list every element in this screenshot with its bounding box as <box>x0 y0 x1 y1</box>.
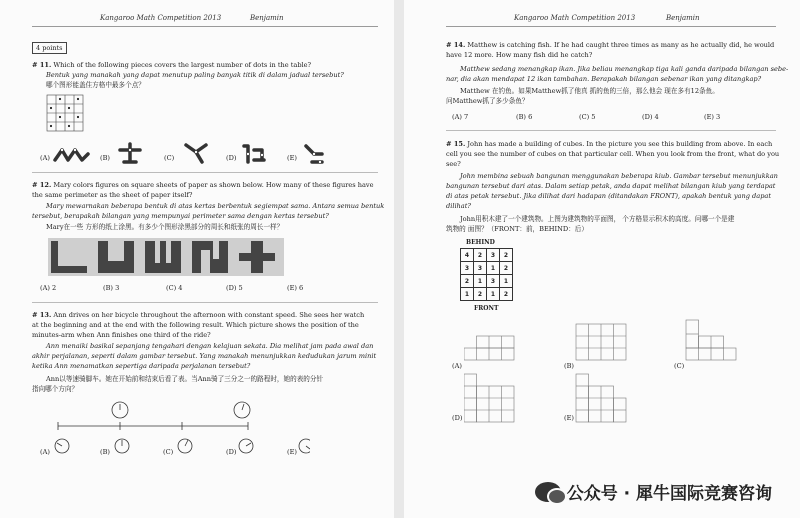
q11-chinese: 哪个图形能盖住方格中最多个点？ <box>46 81 145 89</box>
q15-malay-4: dilihat? <box>446 202 471 210</box>
q13-chinese-1: Ann以等速骑脚车。她在开始前和结束后看了表。当Ann骑了三分之一的路程时，她的表的分针 <box>46 375 324 383</box>
wechat-watermark <box>535 479 772 504</box>
left-header-author: Benjamin <box>250 14 284 22</box>
q15-chinese-2: 筑物的 面图？（FRONT：前，BEHIND：后） <box>446 225 588 233</box>
view-b <box>576 324 626 360</box>
q13-malay-1: Ann menaiki basikal sepanjang tengahari dengan kelajuan sekata. Dia melihat jam pada awal dan <box>46 342 374 350</box>
figure-4 <box>192 241 228 273</box>
q12-option-c: (C) 4 <box>166 284 183 292</box>
piece-b-shape <box>120 144 140 162</box>
q15-english-2: cell you see the number of cubes on that particular cell. When you look from the front, what do you <box>446 150 780 158</box>
q12-english-1: # 12. Mary colors figures on square sheets of paper as shown below. How many of these figures have <box>32 181 374 189</box>
q11-piece-shapes <box>52 140 352 166</box>
q11-option-e: (E) <box>287 154 297 162</box>
q14-english-1: # 14. Matthew is catching fish. If he had caught three times as many as he actually did, he would <box>446 41 775 49</box>
q12-malay-1: Mary mewarnakan beberapa bentuk di atas kertas berbentuk segiempat sama. Antara semua bentuk <box>46 202 385 210</box>
q13-option-b: (B) <box>100 448 110 456</box>
q11-number: # 11. <box>32 61 52 69</box>
q12-chinese: Mary在一些 方形的纸上涂黑。有多少个图形涂黑部分的周长和纸张的周长一样？ <box>46 223 284 231</box>
left-header-title: Kangaroo Math Competition 2013 <box>100 14 222 22</box>
grid-cell: 2 <box>500 249 513 262</box>
q15-option-c: (C) <box>674 362 685 370</box>
left-page <box>0 0 394 518</box>
piece-a-shape <box>55 150 88 160</box>
q13-number: # 13. <box>32 311 52 319</box>
view-d <box>464 374 514 422</box>
q14-chinese-2: 问Matthew抓了多少条鱼？ <box>446 97 529 105</box>
q13-option-d: (D) <box>226 448 237 456</box>
q13-english-2: at the beginning and at the end with the following result. Which picture shows the position of the <box>32 321 359 329</box>
q11-malay: Bentuk yang manakah yang dapat menutup paling banyak titik di dalam jadual tersebut? <box>46 71 344 79</box>
q14-english-2: have 12 more. How many fish did he catch? <box>446 51 593 59</box>
q15-front-views <box>464 316 764 428</box>
grid-cell: 2 <box>500 262 513 275</box>
grid-cell: 3 <box>474 262 487 275</box>
grid-cell: 2 <box>474 288 487 301</box>
clock-e <box>299 439 310 453</box>
q13-english-3: minutes-arm when Ann finishes one third of the ride? <box>32 331 211 339</box>
grid-row <box>461 262 513 275</box>
q12-malay-2: tersebut, berapakah bilangan yang mempunyai perimeter sama dengan kertas tersebut? <box>32 212 329 220</box>
q15-option-b: (B) <box>564 362 574 370</box>
q14-option-d: (D) 4 <box>642 113 659 121</box>
q13-chinese-2: 指向哪个方向？ <box>32 385 79 393</box>
q12-option-d: (D) 5 <box>226 284 243 292</box>
q14-option-b: (B) 6 <box>516 113 533 121</box>
grid-row <box>461 249 513 262</box>
grid-cell: 1 <box>487 288 500 301</box>
q13-english-1: # 13. Ann drives on her bicycle throughout the afternoon with constant speed. She sees her watch <box>32 311 365 319</box>
q12-number: # 12. <box>32 181 52 189</box>
grid-cell: 3 <box>461 262 474 275</box>
points-badge: 4 points <box>32 42 67 54</box>
right-header-title: Kangaroo Math Competition 2013 <box>514 14 636 22</box>
grid-cell: 4 <box>461 249 474 262</box>
wechat-icon <box>535 482 561 502</box>
grid-cell: 1 <box>474 275 487 288</box>
grid-cell: 2 <box>461 275 474 288</box>
view-a <box>464 336 514 360</box>
q14-option-a: (A) 7 <box>452 113 469 121</box>
q14-malay-2: nar, dia akan mendapat 12 ikan tambahan. Berapakah bilangan sebenar ikan yang ditangkap? <box>446 75 762 83</box>
q13-option-e: (E) <box>287 448 297 456</box>
q14-option-c: (C) 5 <box>579 113 596 121</box>
q15-number: # 15. <box>446 140 466 148</box>
q11-option-a: (A) <box>40 154 50 162</box>
grid-row <box>461 275 513 288</box>
q15-option-e: (E) <box>564 414 574 422</box>
q13-malay-2: akhir perjalanan, seperti dalam gambar tersebut. Yang manakah menunjukkan kedudukan jarum minit <box>32 352 377 360</box>
q13-clock-diagram <box>40 398 310 458</box>
divider <box>32 302 378 303</box>
q14-option-e: (E) 3 <box>704 113 721 121</box>
q11-option-d: (D) <box>226 154 237 162</box>
header-rule <box>32 26 378 27</box>
header-rule <box>446 26 776 27</box>
grid-cell: 1 <box>461 288 474 301</box>
q15-option-a: (A) <box>452 362 462 370</box>
q13-option-c: (C) <box>163 448 174 456</box>
grid-cell: 2 <box>500 288 513 301</box>
q15-chinese-1: John用积木建了一个建筑物。上图为建筑物的平面图， 个方格显示积木的高度。问哪一个是建 <box>460 215 735 223</box>
grid-cell: 1 <box>500 275 513 288</box>
q12-english-2: the same perimeter as the sheet of paper itself? <box>32 191 193 199</box>
right-page <box>404 0 800 518</box>
q15-english-3: see? <box>446 160 461 168</box>
q11-option-b: (B) <box>100 154 110 162</box>
grid-cell: 2 <box>474 249 487 262</box>
watermark-text: 公众号 · 犀牛国际竞赛咨询 <box>566 484 772 504</box>
grid-cell: 1 <box>487 262 500 275</box>
q14-malay-1: Matthew sedang menangkap ikan. Jika beliau menangkap tiga kali ganda daripada bilangan sebe- <box>460 65 789 73</box>
q13-malay-3: ketika Ann menamatkan sepertiga daripada perjalanan tersebut? <box>32 362 251 370</box>
dot-table <box>46 94 86 134</box>
grid-row <box>461 288 513 301</box>
q12-option-e: (E) 6 <box>287 284 304 292</box>
q15-option-d: (D) <box>452 414 463 422</box>
q13-option-a: (A) <box>40 448 50 456</box>
q14-number: # 14. <box>446 41 466 49</box>
behind-label: BEHIND <box>466 239 495 246</box>
q15-malay-2: bangunan tersebut dari atas. Dalam setiap petak, anda dapat melihat bilangan kiub yang terdapat <box>446 182 776 190</box>
q12-option-a: (A) 2 <box>40 284 57 292</box>
grid-cell: 3 <box>487 249 500 262</box>
divider <box>446 130 776 131</box>
front-label: FRONT <box>474 305 499 312</box>
q12-option-b: (B) 3 <box>103 284 120 292</box>
q11-english: # 11. Which of the following pieces covers the largest number of dots in the table? <box>32 61 312 69</box>
q14-chinese-1: Matthew 在钓鱼。如果Matthew抓了他真 抓的鱼的三倍，那么他会 现在多有12条鱼。 <box>460 87 719 95</box>
view-c <box>686 320 736 360</box>
right-header-author: Benjamin <box>666 14 700 22</box>
q15-malay-3: di atas petak tersebut. Jika dilihat dari hadapan (ditandakan FRONT), apakah bentuk yang dapat <box>446 192 772 200</box>
q15-english-1: # 15. John has made a building of cubes. In the picture you see this building from above. In each <box>446 140 773 148</box>
cube-count-grid <box>460 248 513 301</box>
figure-3 <box>145 241 181 273</box>
grid-cell: 3 <box>487 275 500 288</box>
q11-option-c: (C) <box>164 154 175 162</box>
divider <box>32 172 378 173</box>
q15-malay-1: John membina sebuah bangunan menggunakan beberapa kiub. Gambar tersebut menunjukkan <box>460 172 778 180</box>
view-e <box>576 374 626 422</box>
q12-figures <box>48 238 284 276</box>
